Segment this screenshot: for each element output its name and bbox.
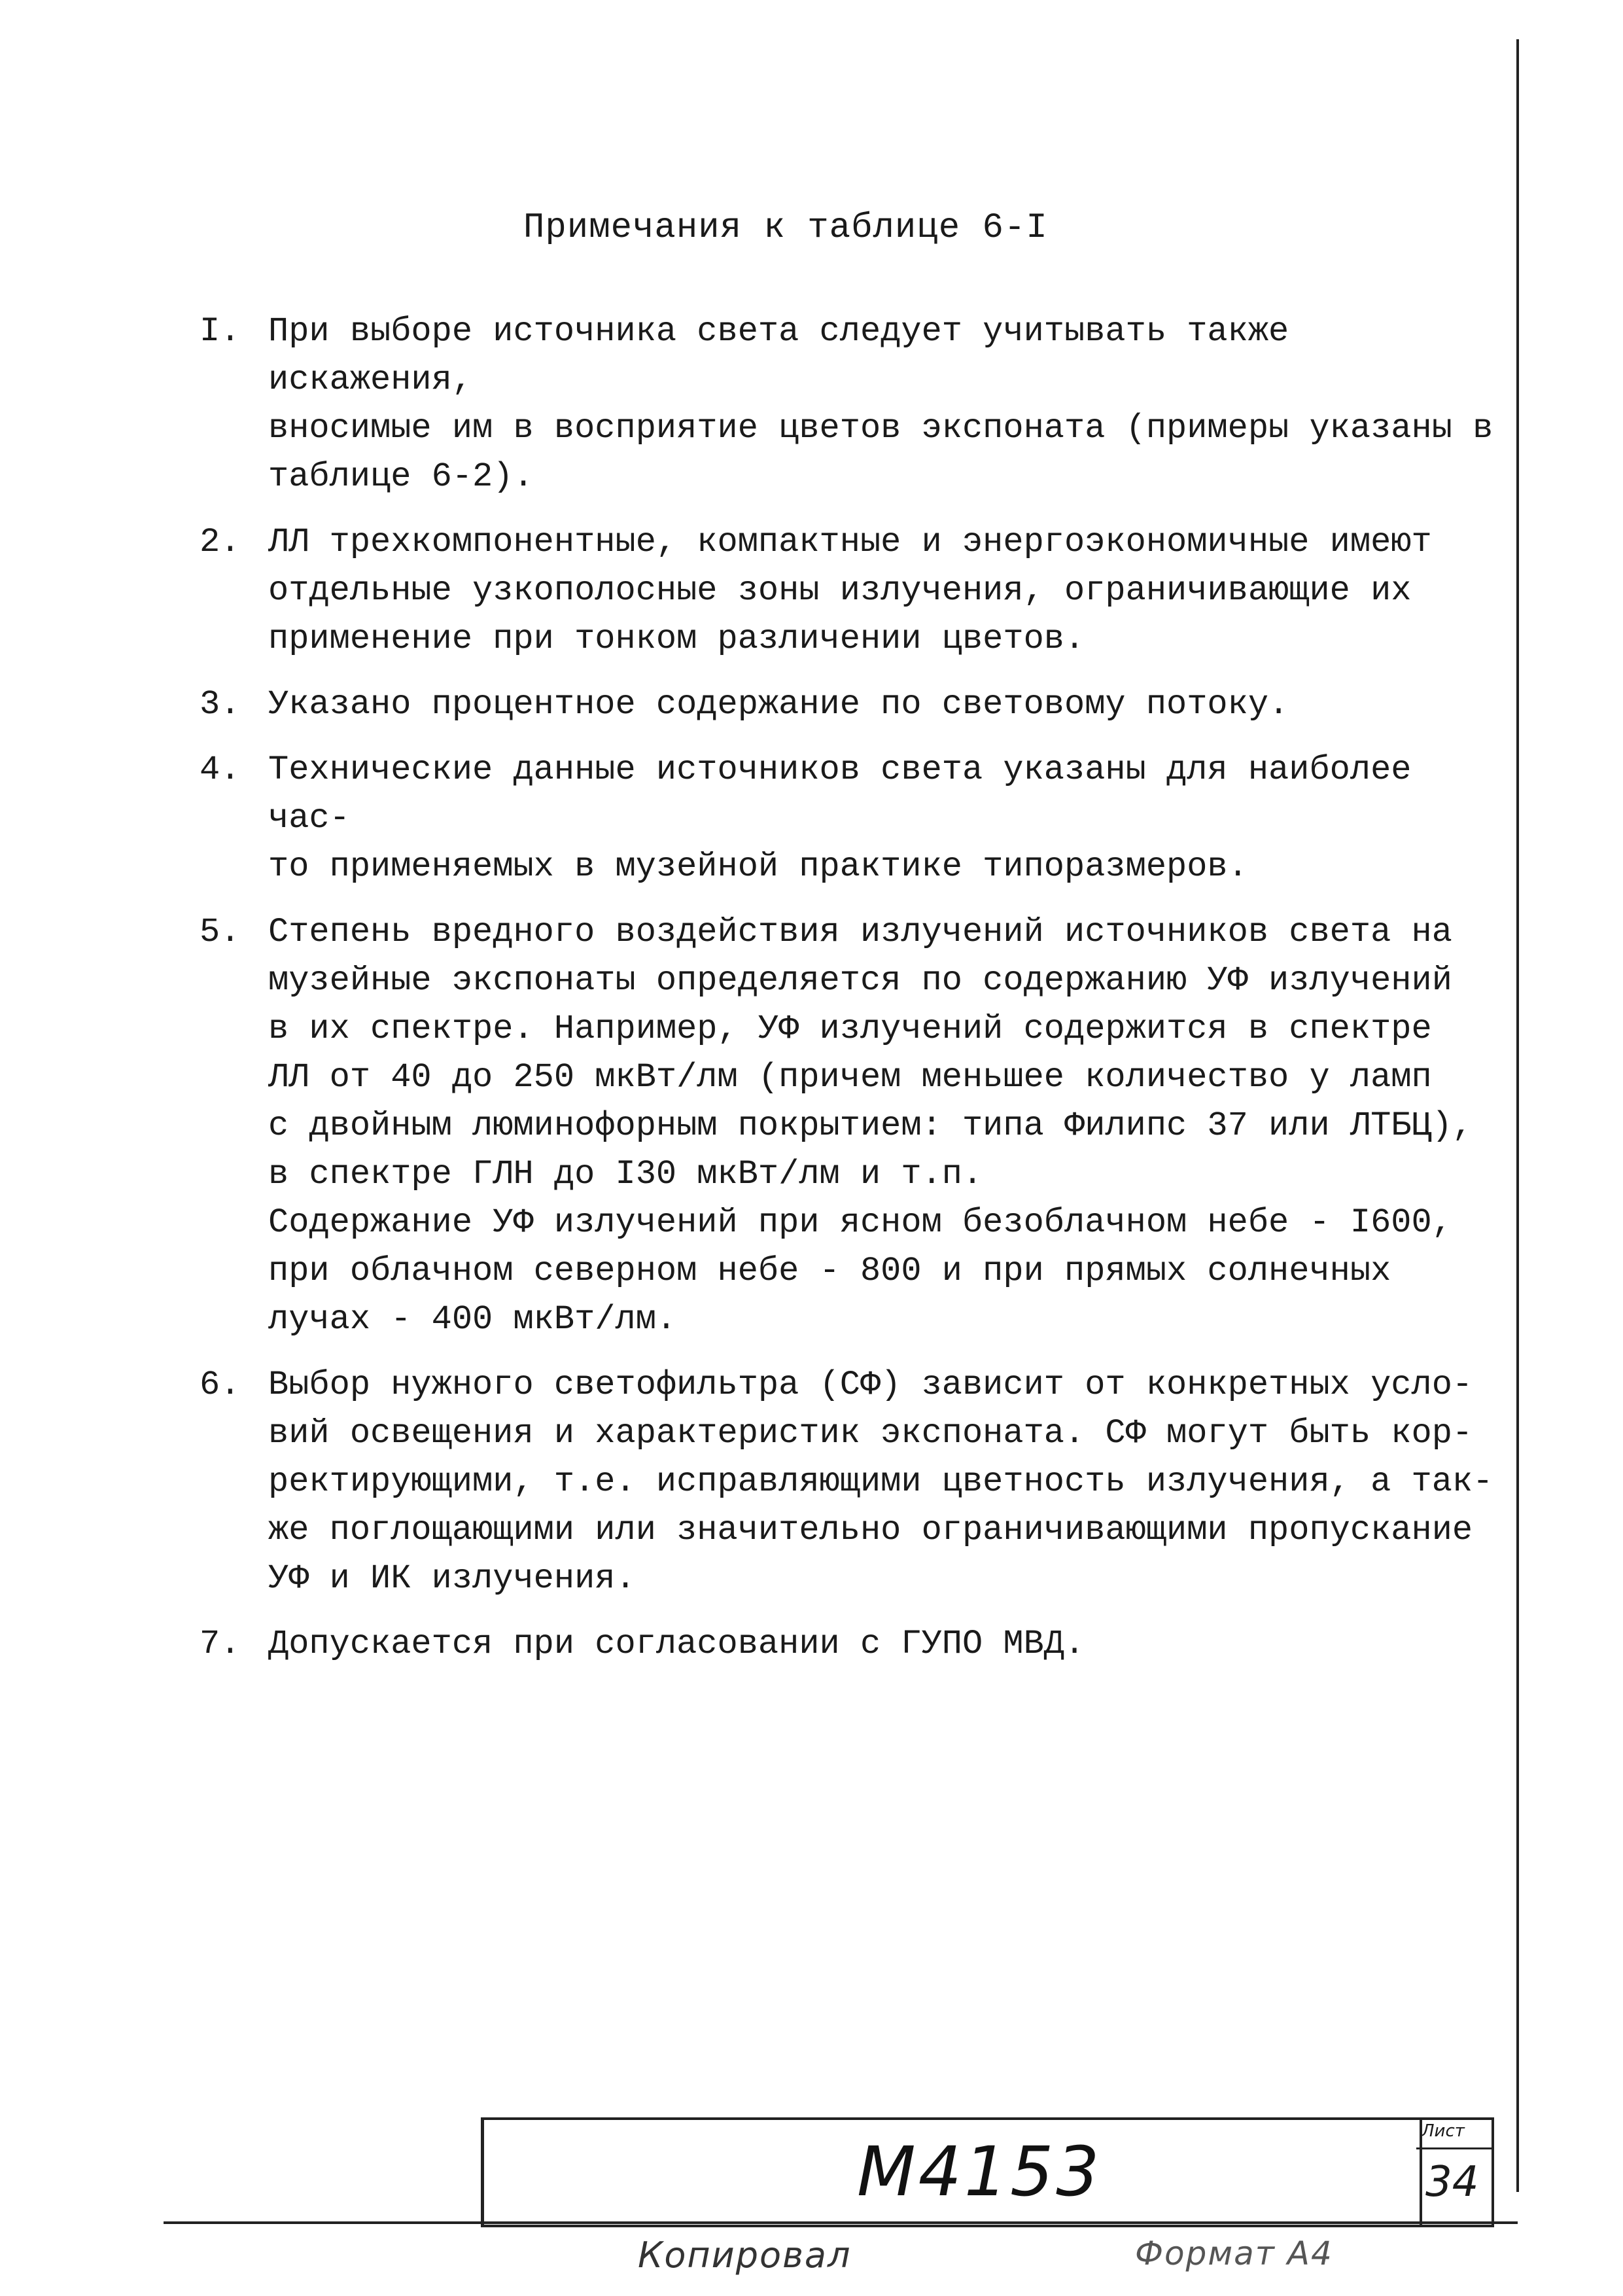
footer-copied-by: Копировал bbox=[638, 2234, 852, 2276]
note-item bbox=[200, 1620, 1501, 1669]
footer-format: Формат А4 bbox=[1135, 2234, 1333, 2272]
note-item bbox=[200, 1361, 1501, 1603]
note-number: 7. bbox=[200, 1625, 241, 1663]
note-number: 4. bbox=[200, 751, 241, 789]
title-block-stamp bbox=[481, 2117, 1422, 2227]
page-frame-right-line bbox=[1516, 39, 1519, 2192]
note-item bbox=[200, 746, 1501, 891]
notes-list bbox=[200, 308, 1501, 1686]
note-text: Допускается при согласовании с ГУПО МВД. bbox=[268, 1625, 1085, 1663]
note-number: 3. bbox=[200, 685, 241, 724]
sheet-divider bbox=[1416, 2147, 1492, 2149]
sheet-label: Лист bbox=[1422, 2121, 1465, 2141]
note-number: 2. bbox=[200, 523, 241, 561]
note-item bbox=[200, 680, 1501, 729]
note-text: Степень вредного воздействия излучений источников света на музейные экспонаты определяется по содержанию УФ излучений в их спектре. Например, УФ излучений содержится в спектре ЛЛ от 40 до 250 мкВт/лм (причем меньшее количество у ламп с двойным люминофорным покрытием: типа Филипс 37 или ЛТБЦ), в спектре ГЛН до I30 мкВт/лм и т.п. Содержание УФ излучений при ясном безоблачном небе - I600, при облачном северном небе - 800 и при прямых солнечных лучах - 400 мкВт/лм. bbox=[268, 913, 1473, 1339]
note-text: Указано процентное содержание по световому потоку. bbox=[268, 685, 1289, 724]
note-text: ЛЛ трехкомпонентные, компактные и энергоэкономичные имеют отдельные узкополосные зоны излучения, ограничивающие их применение при тонком различении цветов. bbox=[268, 523, 1432, 658]
note-number: 6. bbox=[200, 1366, 241, 1404]
sheet-number-box bbox=[1416, 2117, 1494, 2227]
note-text: При выборе источника света следует учитывать также искажения, вносимые им в восприятие цветов экспоната (примеры указаны в таблице 6-2). bbox=[268, 312, 1493, 496]
sheet-number: 34 bbox=[1425, 2158, 1479, 2206]
page-title: Примечания к таблице 6-I bbox=[523, 208, 1048, 248]
document-code: M4153 bbox=[857, 2132, 1102, 2212]
note-item bbox=[200, 908, 1501, 1344]
note-text: Выбор нужного светофильтра (СФ) зависит от конкретных усло- вий освещения и характеристик экспоната. СФ могут быть кор- ректирующими, т.е. исправляющими цветность излучения, а так- же поглощающими или значительно ограничивающими пропускание УФ и ИК излучения. bbox=[268, 1366, 1493, 1598]
note-item bbox=[200, 518, 1501, 663]
note-number: 5. bbox=[200, 913, 241, 951]
note-number: I. bbox=[200, 312, 241, 351]
note-item bbox=[200, 308, 1501, 501]
bottom-rule-line bbox=[164, 2221, 1518, 2224]
note-text: Технические данные источников света указаны для наиболее час- то применяемых в музейной практике типоразмеров. bbox=[268, 751, 1412, 886]
